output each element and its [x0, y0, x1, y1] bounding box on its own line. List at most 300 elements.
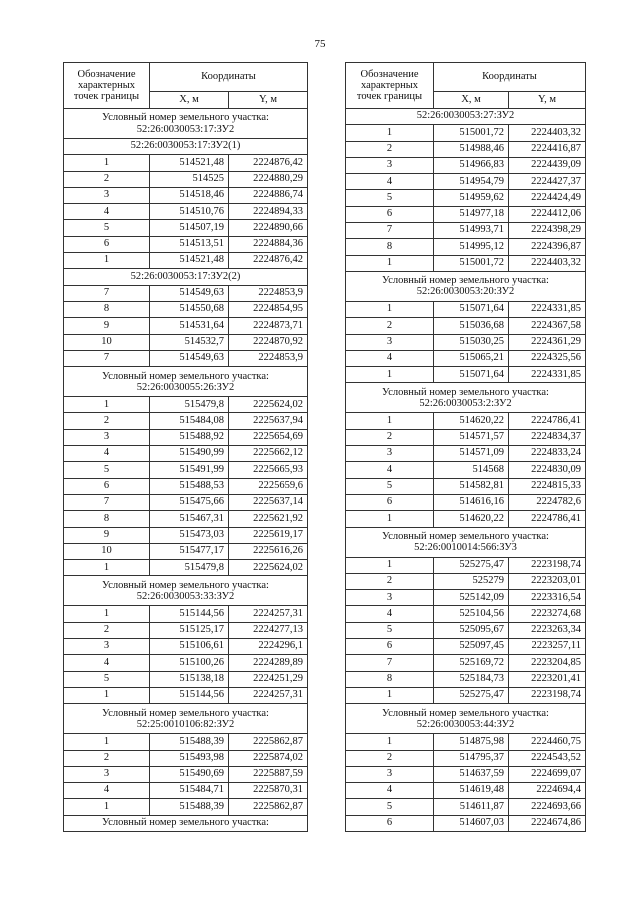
- x-coordinate: 515477,17: [150, 543, 229, 559]
- table-row: [64, 462, 308, 478]
- y-coordinate: 2223274,68: [509, 606, 586, 622]
- point-number: 1: [346, 511, 434, 527]
- point-number: 7: [64, 285, 150, 301]
- x-coordinate: 525097,45: [434, 639, 509, 655]
- x-coordinate: 514582,81: [434, 478, 509, 494]
- x-coordinate: 515001,72: [434, 125, 509, 141]
- y-coordinate: 2225659,6: [229, 478, 308, 494]
- y-coordinate: 2224412,06: [509, 206, 586, 222]
- table-row: [346, 174, 586, 190]
- point-number: 4: [64, 783, 150, 799]
- coordinates-table-right: [345, 62, 586, 832]
- table-row: [346, 157, 586, 173]
- point-number: 7: [64, 350, 150, 366]
- point-number: 4: [64, 655, 150, 671]
- point-number: 1: [346, 367, 434, 383]
- y-coordinate: 2224853,9: [229, 285, 308, 301]
- section-header-row: [64, 815, 308, 831]
- point-number: 1: [346, 125, 434, 141]
- point-number: 10: [64, 543, 150, 559]
- point-number: 6: [346, 639, 434, 655]
- section-header: Условный номер земельного участка: 52:25:0010106:82:ЗУ2: [64, 704, 308, 734]
- header-point-label: Обозначение характерных точек границы: [346, 63, 434, 109]
- y-coordinate: 2224427,37: [509, 174, 586, 190]
- section-header: Условный номер земельного участка: 52:26:0030055:26:ЗУ2: [64, 367, 308, 397]
- table-row: [64, 639, 308, 655]
- header-coordinates: Координаты: [150, 63, 308, 92]
- y-coordinate: 2224296,1: [229, 639, 308, 655]
- table-row: [346, 655, 586, 671]
- table-row: [64, 783, 308, 799]
- y-coordinate: 2224786,41: [509, 511, 586, 527]
- table-row: [64, 511, 308, 527]
- x-coordinate: 515036,68: [434, 318, 509, 334]
- y-coordinate: 2224886,74: [229, 187, 308, 203]
- point-number: 1: [346, 557, 434, 573]
- table-row: [346, 125, 586, 141]
- y-coordinate: 2224894,33: [229, 204, 308, 220]
- x-coordinate: 514966,83: [434, 157, 509, 173]
- point-number: 3: [346, 334, 434, 350]
- table-row: [64, 655, 308, 671]
- y-coordinate: 2224396,87: [509, 239, 586, 255]
- point-number: 2: [346, 573, 434, 589]
- x-coordinate: 515479,8: [150, 397, 229, 413]
- x-coordinate: 515100,26: [150, 655, 229, 671]
- x-coordinate: 515488,39: [150, 734, 229, 750]
- x-coordinate: 514525: [150, 171, 229, 187]
- section-header: Условный номер земельного участка:: [64, 815, 308, 831]
- section-header-row: [64, 576, 308, 606]
- y-coordinate: 2224699,07: [509, 766, 586, 782]
- point-number: 8: [64, 301, 150, 317]
- y-coordinate: 2224257,31: [229, 687, 308, 703]
- table-row: [346, 462, 586, 478]
- y-coordinate: 2225862,87: [229, 734, 308, 750]
- table-row: [64, 606, 308, 622]
- table-row: [64, 187, 308, 203]
- point-number: 5: [64, 671, 150, 687]
- point-number: 7: [346, 655, 434, 671]
- x-coordinate: 514619,48: [434, 783, 509, 799]
- point-number: 8: [64, 511, 150, 527]
- y-coordinate: 2224853,9: [229, 350, 308, 366]
- header-coordinates: Координаты: [434, 63, 586, 92]
- header-y: Y, м: [509, 92, 586, 109]
- section-header-row: [346, 527, 586, 557]
- point-number: 6: [64, 236, 150, 252]
- x-coordinate: 514549,63: [150, 350, 229, 366]
- y-coordinate: 2224674,86: [509, 815, 586, 831]
- y-coordinate: 2223198,74: [509, 557, 586, 573]
- point-number: 3: [64, 766, 150, 782]
- table-row: [64, 560, 308, 576]
- y-coordinate: 2224361,29: [509, 334, 586, 350]
- section-header: Условный номер земельного участка: 52:26:0030053:44:ЗУ2: [346, 704, 586, 734]
- table-row: [346, 206, 586, 222]
- table-row: [346, 494, 586, 510]
- y-coordinate: 2225662,12: [229, 446, 308, 462]
- y-coordinate: 2224403,32: [509, 255, 586, 271]
- x-coordinate: 515106,61: [150, 639, 229, 655]
- table-row: [346, 478, 586, 494]
- x-coordinate: 515144,56: [150, 687, 229, 703]
- y-coordinate: 2224367,58: [509, 318, 586, 334]
- point-number: 6: [346, 206, 434, 222]
- point-number: 2: [64, 171, 150, 187]
- x-coordinate: 514620,22: [434, 511, 509, 527]
- table-row: [346, 239, 586, 255]
- y-coordinate: 2223257,11: [509, 639, 586, 655]
- table-row: [346, 766, 586, 782]
- table-row: [346, 671, 586, 687]
- point-number: 3: [346, 157, 434, 173]
- point-number: 1: [346, 734, 434, 750]
- y-coordinate: 2224876,42: [229, 155, 308, 171]
- point-number: 8: [346, 239, 434, 255]
- x-coordinate: 514616,16: [434, 494, 509, 510]
- x-coordinate: 525279: [434, 573, 509, 589]
- table-row: [346, 815, 586, 831]
- y-coordinate: 2224833,24: [509, 446, 586, 462]
- x-coordinate: 514637,59: [434, 766, 509, 782]
- table-row: [64, 543, 308, 559]
- y-coordinate: 2225874,02: [229, 750, 308, 766]
- x-coordinate: 515493,98: [150, 750, 229, 766]
- point-number: 1: [64, 397, 150, 413]
- table-row: [346, 557, 586, 573]
- point-number: 4: [64, 204, 150, 220]
- point-number: 1: [64, 606, 150, 622]
- x-coordinate: 514988,46: [434, 141, 509, 157]
- section-header-row: [64, 704, 308, 734]
- x-coordinate: 514518,46: [150, 187, 229, 203]
- x-coordinate: 514521,48: [150, 155, 229, 171]
- point-number: 2: [64, 413, 150, 429]
- table-row: [346, 334, 586, 350]
- y-coordinate: 2224277,13: [229, 622, 308, 638]
- section-header: Условный номер земельного участка: 52:26:0030053:20:ЗУ2: [346, 271, 586, 301]
- point-number: 2: [64, 622, 150, 638]
- y-coordinate: 2224251,29: [229, 671, 308, 687]
- x-coordinate: 514620,22: [434, 413, 509, 429]
- y-coordinate: 2223198,74: [509, 687, 586, 703]
- section-header-row: [64, 139, 308, 155]
- table-row: [64, 285, 308, 301]
- point-number: 1: [64, 253, 150, 269]
- x-coordinate: 525275,47: [434, 557, 509, 573]
- table-row: [64, 429, 308, 445]
- table-row: [346, 606, 586, 622]
- y-coordinate: 2223203,01: [509, 573, 586, 589]
- section-header: Условный номер земельного участка: 52:26:0030053:17:ЗУ2: [64, 109, 308, 139]
- y-coordinate: 2223201,41: [509, 671, 586, 687]
- x-coordinate: 514875,98: [434, 734, 509, 750]
- y-coordinate: 2225621,92: [229, 511, 308, 527]
- y-coordinate: 2224257,31: [229, 606, 308, 622]
- table-row: [346, 639, 586, 655]
- x-coordinate: 514795,37: [434, 750, 509, 766]
- x-coordinate: 514532,7: [150, 334, 229, 350]
- section-header-row: [64, 269, 308, 285]
- y-coordinate: 2224880,29: [229, 171, 308, 187]
- y-coordinate: 2224325,56: [509, 350, 586, 366]
- y-coordinate: 2224873,71: [229, 318, 308, 334]
- header-x: X, м: [150, 92, 229, 109]
- point-number: 10: [64, 334, 150, 350]
- table-row: [64, 750, 308, 766]
- point-number: 7: [64, 494, 150, 510]
- section-header: 52:26:0030053:17:ЗУ2(2): [64, 269, 308, 285]
- x-coordinate: 525275,47: [434, 687, 509, 703]
- x-coordinate: 514507,19: [150, 220, 229, 236]
- y-coordinate: 2225654,69: [229, 429, 308, 445]
- point-number: 1: [346, 413, 434, 429]
- x-coordinate: 514995,12: [434, 239, 509, 255]
- x-coordinate: 515490,99: [150, 446, 229, 462]
- point-number: 1: [346, 255, 434, 271]
- y-coordinate: 2224834,37: [509, 429, 586, 445]
- x-coordinate: 515125,17: [150, 622, 229, 638]
- y-coordinate: 2225619,17: [229, 527, 308, 543]
- x-coordinate: 525095,67: [434, 622, 509, 638]
- x-coordinate: 525104,56: [434, 606, 509, 622]
- table-row: [346, 511, 586, 527]
- y-coordinate: 2225637,94: [229, 413, 308, 429]
- coordinates-table-left: [63, 62, 308, 832]
- table-row: [64, 253, 308, 269]
- x-coordinate: 525142,09: [434, 590, 509, 606]
- point-number: 4: [346, 174, 434, 190]
- section-header-row: [346, 383, 586, 413]
- point-number: 9: [64, 318, 150, 334]
- header-point-label: Обозначение характерных точек границы: [64, 63, 150, 109]
- x-coordinate: 514549,63: [150, 285, 229, 301]
- x-coordinate: 514521,48: [150, 253, 229, 269]
- y-coordinate: 2224424,49: [509, 190, 586, 206]
- y-coordinate: 2224782,6: [509, 494, 586, 510]
- point-number: 1: [346, 301, 434, 317]
- point-number: 4: [64, 446, 150, 462]
- point-number: 1: [64, 560, 150, 576]
- x-coordinate: 515071,64: [434, 301, 509, 317]
- point-number: 1: [346, 687, 434, 703]
- table-row: [64, 734, 308, 750]
- header-y: Y, м: [229, 92, 308, 109]
- table-row: [64, 766, 308, 782]
- x-coordinate: 515467,31: [150, 511, 229, 527]
- table-row: [346, 799, 586, 815]
- table-row: [64, 413, 308, 429]
- y-coordinate: 2223204,85: [509, 655, 586, 671]
- table-row: [64, 204, 308, 220]
- table-row: [64, 478, 308, 494]
- y-coordinate: 2224331,85: [509, 301, 586, 317]
- x-coordinate: 515144,56: [150, 606, 229, 622]
- x-coordinate: 515001,72: [434, 255, 509, 271]
- point-number: 3: [64, 187, 150, 203]
- point-number: 4: [346, 606, 434, 622]
- section-header-row: [346, 704, 586, 734]
- section-header: Условный номер земельного участка: 52:26:0030053:2:ЗУ2: [346, 383, 586, 413]
- table-row: [346, 573, 586, 589]
- point-number: 3: [346, 446, 434, 462]
- table-row: [346, 367, 586, 383]
- x-coordinate: 515071,64: [434, 367, 509, 383]
- table-row: [64, 350, 308, 366]
- y-coordinate: 2225862,87: [229, 799, 308, 815]
- point-number: 2: [346, 750, 434, 766]
- y-coordinate: 2224854,95: [229, 301, 308, 317]
- y-coordinate: 2224876,42: [229, 253, 308, 269]
- y-coordinate: 2224543,52: [509, 750, 586, 766]
- x-coordinate: 514959,62: [434, 190, 509, 206]
- point-number: 5: [346, 799, 434, 815]
- y-coordinate: 2224416,87: [509, 141, 586, 157]
- table-row: [346, 783, 586, 799]
- table-row: [64, 171, 308, 187]
- point-number: 1: [64, 687, 150, 703]
- point-number: 3: [346, 766, 434, 782]
- x-coordinate: 515475,66: [150, 494, 229, 510]
- x-coordinate: 514531,64: [150, 318, 229, 334]
- table-row: [64, 687, 308, 703]
- table-row: [346, 734, 586, 750]
- y-coordinate: 2225665,93: [229, 462, 308, 478]
- table-row: [64, 220, 308, 236]
- table-row: [64, 397, 308, 413]
- y-coordinate: 2224694,4: [509, 783, 586, 799]
- table-row: [346, 590, 586, 606]
- y-coordinate: 2224884,36: [229, 236, 308, 252]
- table-row: [346, 446, 586, 462]
- point-number: 6: [346, 494, 434, 510]
- point-number: 3: [64, 429, 150, 445]
- table-row: [346, 350, 586, 366]
- table-row: [64, 155, 308, 171]
- point-number: 1: [64, 799, 150, 815]
- y-coordinate: 2225616,26: [229, 543, 308, 559]
- x-coordinate: 514571,57: [434, 429, 509, 445]
- y-coordinate: 2225624,02: [229, 560, 308, 576]
- table-row: [346, 622, 586, 638]
- x-coordinate: 514550,68: [150, 301, 229, 317]
- point-number: 7: [346, 223, 434, 239]
- y-coordinate: 2225887,59: [229, 766, 308, 782]
- point-number: 6: [64, 478, 150, 494]
- x-coordinate: 515484,08: [150, 413, 229, 429]
- header-x: X, м: [434, 92, 509, 109]
- table-row: [64, 236, 308, 252]
- section-header-row: [64, 109, 308, 139]
- table-row: [346, 413, 586, 429]
- point-number: 5: [64, 462, 150, 478]
- y-coordinate: 2224331,85: [509, 367, 586, 383]
- y-coordinate: 2224289,89: [229, 655, 308, 671]
- x-coordinate: 515138,18: [150, 671, 229, 687]
- table-row: [64, 671, 308, 687]
- table-row: [64, 301, 308, 317]
- table-row: [64, 527, 308, 543]
- y-coordinate: 2224890,66: [229, 220, 308, 236]
- x-coordinate: 515488,53: [150, 478, 229, 494]
- y-coordinate: 2224870,92: [229, 334, 308, 350]
- y-coordinate: 2224403,32: [509, 125, 586, 141]
- point-number: 5: [346, 478, 434, 494]
- section-header: Условный номер земельного участка: 52:26:0030053:33:ЗУ2: [64, 576, 308, 606]
- y-coordinate: 2224439,09: [509, 157, 586, 173]
- point-number: 4: [346, 350, 434, 366]
- table-row: [64, 334, 308, 350]
- y-coordinate: 2224460,75: [509, 734, 586, 750]
- y-coordinate: 2225624,02: [229, 397, 308, 413]
- point-number: 9: [64, 527, 150, 543]
- x-coordinate: 514568: [434, 462, 509, 478]
- table-row: [346, 429, 586, 445]
- table-row: [64, 446, 308, 462]
- y-coordinate: 2224693,66: [509, 799, 586, 815]
- x-coordinate: 525184,73: [434, 671, 509, 687]
- x-coordinate: 515484,71: [150, 783, 229, 799]
- point-number: 2: [64, 750, 150, 766]
- x-coordinate: 514977,18: [434, 206, 509, 222]
- table-row: [64, 494, 308, 510]
- x-coordinate: 515491,99: [150, 462, 229, 478]
- x-coordinate: 525169,72: [434, 655, 509, 671]
- section-header-row: [346, 271, 586, 301]
- section-header-row: [64, 367, 308, 397]
- x-coordinate: 514954,79: [434, 174, 509, 190]
- y-coordinate: 2223263,34: [509, 622, 586, 638]
- point-number: 6: [346, 815, 434, 831]
- point-number: 3: [346, 590, 434, 606]
- point-number: 2: [346, 429, 434, 445]
- point-number: 8: [346, 671, 434, 687]
- point-number: 4: [346, 783, 434, 799]
- point-number: 5: [346, 622, 434, 638]
- page-number: 75: [314, 38, 326, 50]
- x-coordinate: 514510,76: [150, 204, 229, 220]
- table-row: [346, 687, 586, 703]
- point-number: 2: [346, 318, 434, 334]
- point-number: 5: [64, 220, 150, 236]
- section-header-row: [346, 109, 586, 125]
- table-row: [346, 301, 586, 317]
- section-header: 52:26:0030053:17:ЗУ2(1): [64, 139, 308, 155]
- x-coordinate: 514611,87: [434, 799, 509, 815]
- x-coordinate: 515065,21: [434, 350, 509, 366]
- table-row: [346, 141, 586, 157]
- x-coordinate: 515488,92: [150, 429, 229, 445]
- x-coordinate: 515030,25: [434, 334, 509, 350]
- x-coordinate: 515479,8: [150, 560, 229, 576]
- point-number: 4: [346, 462, 434, 478]
- section-header: 52:26:0030053:27:ЗУ2: [346, 109, 586, 125]
- table-row: [64, 622, 308, 638]
- y-coordinate: 2225637,14: [229, 494, 308, 510]
- y-coordinate: 2225870,31: [229, 783, 308, 799]
- y-coordinate: 2224830,09: [509, 462, 586, 478]
- point-number: 2: [346, 141, 434, 157]
- point-number: 1: [64, 734, 150, 750]
- table-row: [346, 750, 586, 766]
- table-row: [346, 318, 586, 334]
- table-row: [64, 318, 308, 334]
- point-number: 5: [346, 190, 434, 206]
- table-row: [346, 190, 586, 206]
- y-coordinate: 2224786,41: [509, 413, 586, 429]
- x-coordinate: 514571,09: [434, 446, 509, 462]
